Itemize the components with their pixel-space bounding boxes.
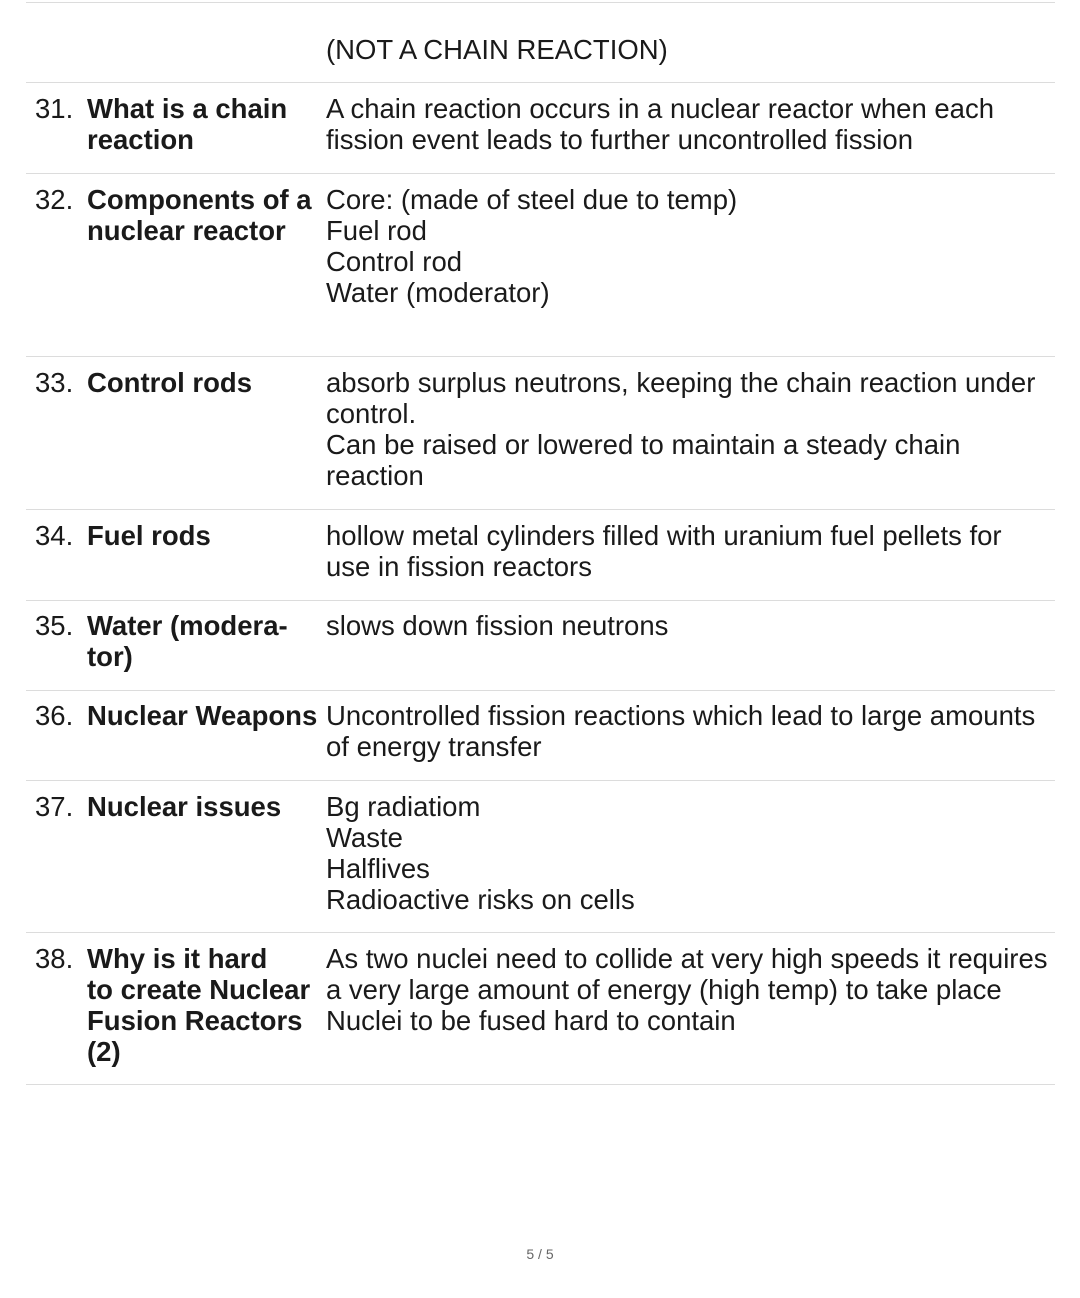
item-definition-line: slows down fission neutrons bbox=[326, 610, 669, 641]
item-number: 34. bbox=[35, 520, 74, 551]
item-term-line: Water (modera- bbox=[87, 610, 288, 641]
item-definition-line: Fuel rod bbox=[326, 215, 427, 246]
item-term-line: Fuel rods bbox=[87, 520, 211, 551]
item-definition-line: Radioactive risks on cells bbox=[326, 884, 635, 915]
item-number: 37. bbox=[35, 791, 74, 822]
item-term-line: Fusion Reactors bbox=[87, 1005, 303, 1036]
item-definition-line: Halflives bbox=[326, 853, 430, 884]
item-term-line: Nuclear issues bbox=[87, 791, 282, 822]
item-definition-line: reaction bbox=[326, 460, 424, 491]
page-number: 5 / 5 bbox=[526, 1246, 554, 1262]
item-definition-line: Water (moderator) bbox=[326, 277, 550, 308]
item-definition-line: absorb surplus neutrons, keeping the chain reaction under bbox=[326, 367, 1036, 398]
item-definition-line: control. bbox=[326, 398, 417, 429]
item-number: 32. bbox=[35, 184, 74, 215]
item-term-line: tor) bbox=[87, 641, 133, 672]
item-definition-line: a very large amount of energy (high temp) to take place bbox=[326, 974, 1002, 1005]
item-number: 31. bbox=[35, 93, 74, 124]
item-definition-line: Control rod bbox=[326, 246, 463, 277]
divider bbox=[26, 600, 1055, 601]
item-definition-line: As two nuclei need to collide at very high speeds it requires bbox=[326, 943, 1048, 974]
item-definition-line: Core: (made of steel due to temp) bbox=[326, 184, 738, 215]
divider bbox=[26, 780, 1055, 781]
divider bbox=[26, 509, 1055, 510]
divider bbox=[26, 932, 1055, 933]
item-term-line: Control rods bbox=[87, 367, 252, 398]
item-term-line: Components of a bbox=[87, 184, 312, 215]
item-definition-line: hollow metal cylinders filled with uranium fuel pellets for bbox=[326, 520, 1002, 551]
item-term-line: (2) bbox=[87, 1036, 121, 1067]
item-definition-line: A chain reaction occurs in a nuclear reactor when each bbox=[326, 93, 995, 124]
divider bbox=[26, 356, 1055, 357]
item-term-line: reaction bbox=[87, 124, 194, 155]
header-text: (NOT A CHAIN REACTION) bbox=[326, 34, 668, 65]
item-definition-line: Bg radiatiom bbox=[326, 791, 481, 822]
item-number: 33. bbox=[35, 367, 74, 398]
divider bbox=[26, 690, 1055, 691]
item-term-line: What is a chain bbox=[87, 93, 288, 124]
item-term-line: Why is it hard bbox=[87, 943, 268, 974]
item-definition-line: Uncontrolled fission reactions which lead to large amounts bbox=[326, 700, 1036, 731]
item-definition-line: of energy transfer bbox=[326, 731, 542, 762]
item-number: 38. bbox=[35, 943, 74, 974]
divider bbox=[26, 82, 1055, 83]
divider bbox=[26, 173, 1055, 174]
item-definition-line: Nuclei to be fused hard to contain bbox=[326, 1005, 736, 1036]
item-number: 35. bbox=[35, 610, 74, 641]
item-definition-line: Waste bbox=[326, 822, 403, 853]
item-number: 36. bbox=[35, 700, 74, 731]
item-definition-line: fission event leads to further uncontrolled fission bbox=[326, 124, 913, 155]
item-definition-line: Can be raised or lowered to maintain a steady chain bbox=[326, 429, 961, 460]
divider bbox=[26, 1084, 1055, 1085]
divider bbox=[26, 2, 1055, 3]
item-term-line: Nuclear Weapons bbox=[87, 700, 318, 731]
item-term-line: nuclear reactor bbox=[87, 215, 286, 246]
item-definition-line: use in fission reactors bbox=[326, 551, 592, 582]
item-term-line: to create Nuclear bbox=[87, 974, 311, 1005]
